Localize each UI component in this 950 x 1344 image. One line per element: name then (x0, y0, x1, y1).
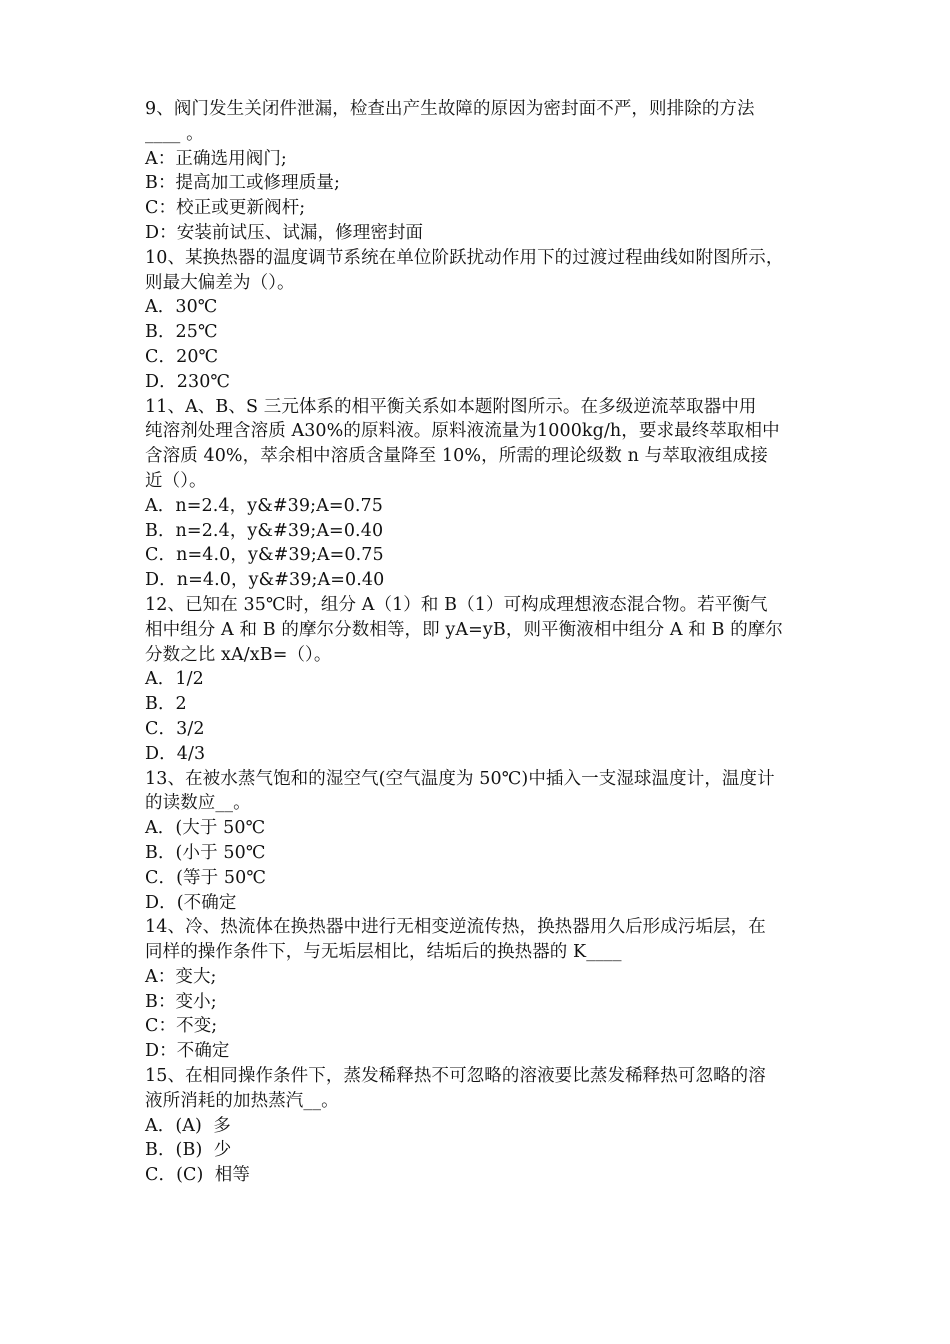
question-stem: 12、已知在 35℃时，组分 A（1）和 B（1）可构成理想液态混合物。若平衡气 (145, 594, 768, 615)
question-stem: 同样的操作条件下，与无垢层相比，结垢后的换热器的 K____ (145, 942, 622, 963)
option-b: B．25℃ (145, 322, 218, 343)
option-a: A：变大; (145, 966, 217, 987)
option-c: C．n=4.0，y&#39;A=0.75 (145, 545, 384, 566)
option-b: B．2 (145, 694, 187, 715)
document-page (145, 97, 820, 1188)
question-10 (145, 246, 820, 395)
option-c: C：校正或更新阀杆; (145, 198, 306, 219)
question-stem: 14、冷、热流体在换热器中进行无相变逆流传热，换热器用久后形成污垢层，在 (145, 917, 766, 938)
option-b: B．n=2.4，y&#39;A=0.40 (145, 520, 384, 541)
option-b: B：提高加工或修理质量; (145, 173, 340, 194)
question-stem: 10、某换热器的温度调节系统在单位阶跃扰动作用下的过渡过程曲线如附图所示， (145, 247, 784, 268)
option-d: D．4/3 (145, 743, 206, 764)
question-stem: ____ 。 (145, 123, 204, 144)
option-c: C．3/2 (145, 718, 205, 739)
option-d: D：安装前试压、试漏，修理密封面 (145, 222, 424, 243)
question-stem: 分数之比 xA/xB=（）。 (145, 644, 332, 665)
option-b: B：变小; (145, 991, 217, 1012)
option-b: B．(B) 少 (145, 1140, 232, 1161)
question-stem: 纯溶剂处理含溶质 A30%的原料液。原料液流量为1000kg/h，要求最终萃取相中 (145, 421, 780, 442)
option-a: A．(大于 50℃ (145, 818, 266, 839)
option-b: B．(小于 50℃ (145, 842, 266, 863)
question-15 (145, 1064, 820, 1188)
question-stem: 13、在被水蒸气饱和的湿空气(空气温度为 50℃)中插入一支湿球温度计，温度计 (145, 768, 775, 789)
question-stem: 液所消耗的加热蒸汽__。 (145, 1090, 339, 1111)
option-d: D．(不确定 (145, 892, 237, 913)
question-stem: 的读数应__。 (145, 793, 251, 814)
option-d: D．230℃ (145, 371, 231, 392)
option-d: D：不确定 (145, 1041, 230, 1062)
question-stem: 近（）。 (145, 470, 207, 491)
option-a: A．30℃ (145, 297, 218, 318)
option-a: A：正确选用阀门; (145, 148, 287, 169)
question-12 (145, 593, 820, 767)
option-a: A．n=2.4，y&#39;A=0.75 (145, 495, 383, 516)
option-c: C．(C) 相等 (145, 1165, 250, 1186)
question-stem: 则最大偏差为（）。 (145, 272, 295, 293)
question-stem: 相中组分 A 和 B 的摩尔分数相等，即 yA=yB，则平衡液相中组分 A 和 B 的摩尔 (145, 619, 783, 640)
question-13 (145, 767, 820, 916)
question-9 (145, 97, 820, 246)
question-11 (145, 395, 820, 593)
question-stem: 11、A、B、S 三元体系的相平衡关系如本题附图所示。在多级逆流萃取器中用 (145, 396, 757, 417)
question-stem: 15、在相同操作条件下，蒸发稀释热不可忽略的溶液要比蒸发稀释热可忽略的溶 (145, 1066, 766, 1087)
option-d: D．n=4.0，y&#39;A=0.40 (145, 570, 385, 591)
question-stem: 含溶质 40%，萃余相中溶质含量降至 10%，所需的理论级数 n 与萃取液组成接 (145, 446, 768, 467)
option-a: A．(A) 多 (145, 1115, 231, 1136)
question-14 (145, 915, 820, 1064)
option-c: C．(等于 50℃ (145, 867, 267, 888)
option-c: C：不变; (145, 1016, 218, 1037)
option-a: A．1/2 (145, 669, 204, 690)
option-c: C．20℃ (145, 346, 219, 367)
question-stem: 9、阀门发生关闭件泄漏，检查出产生故障的原因为密封面不严，则排除的方法 (145, 99, 755, 119)
